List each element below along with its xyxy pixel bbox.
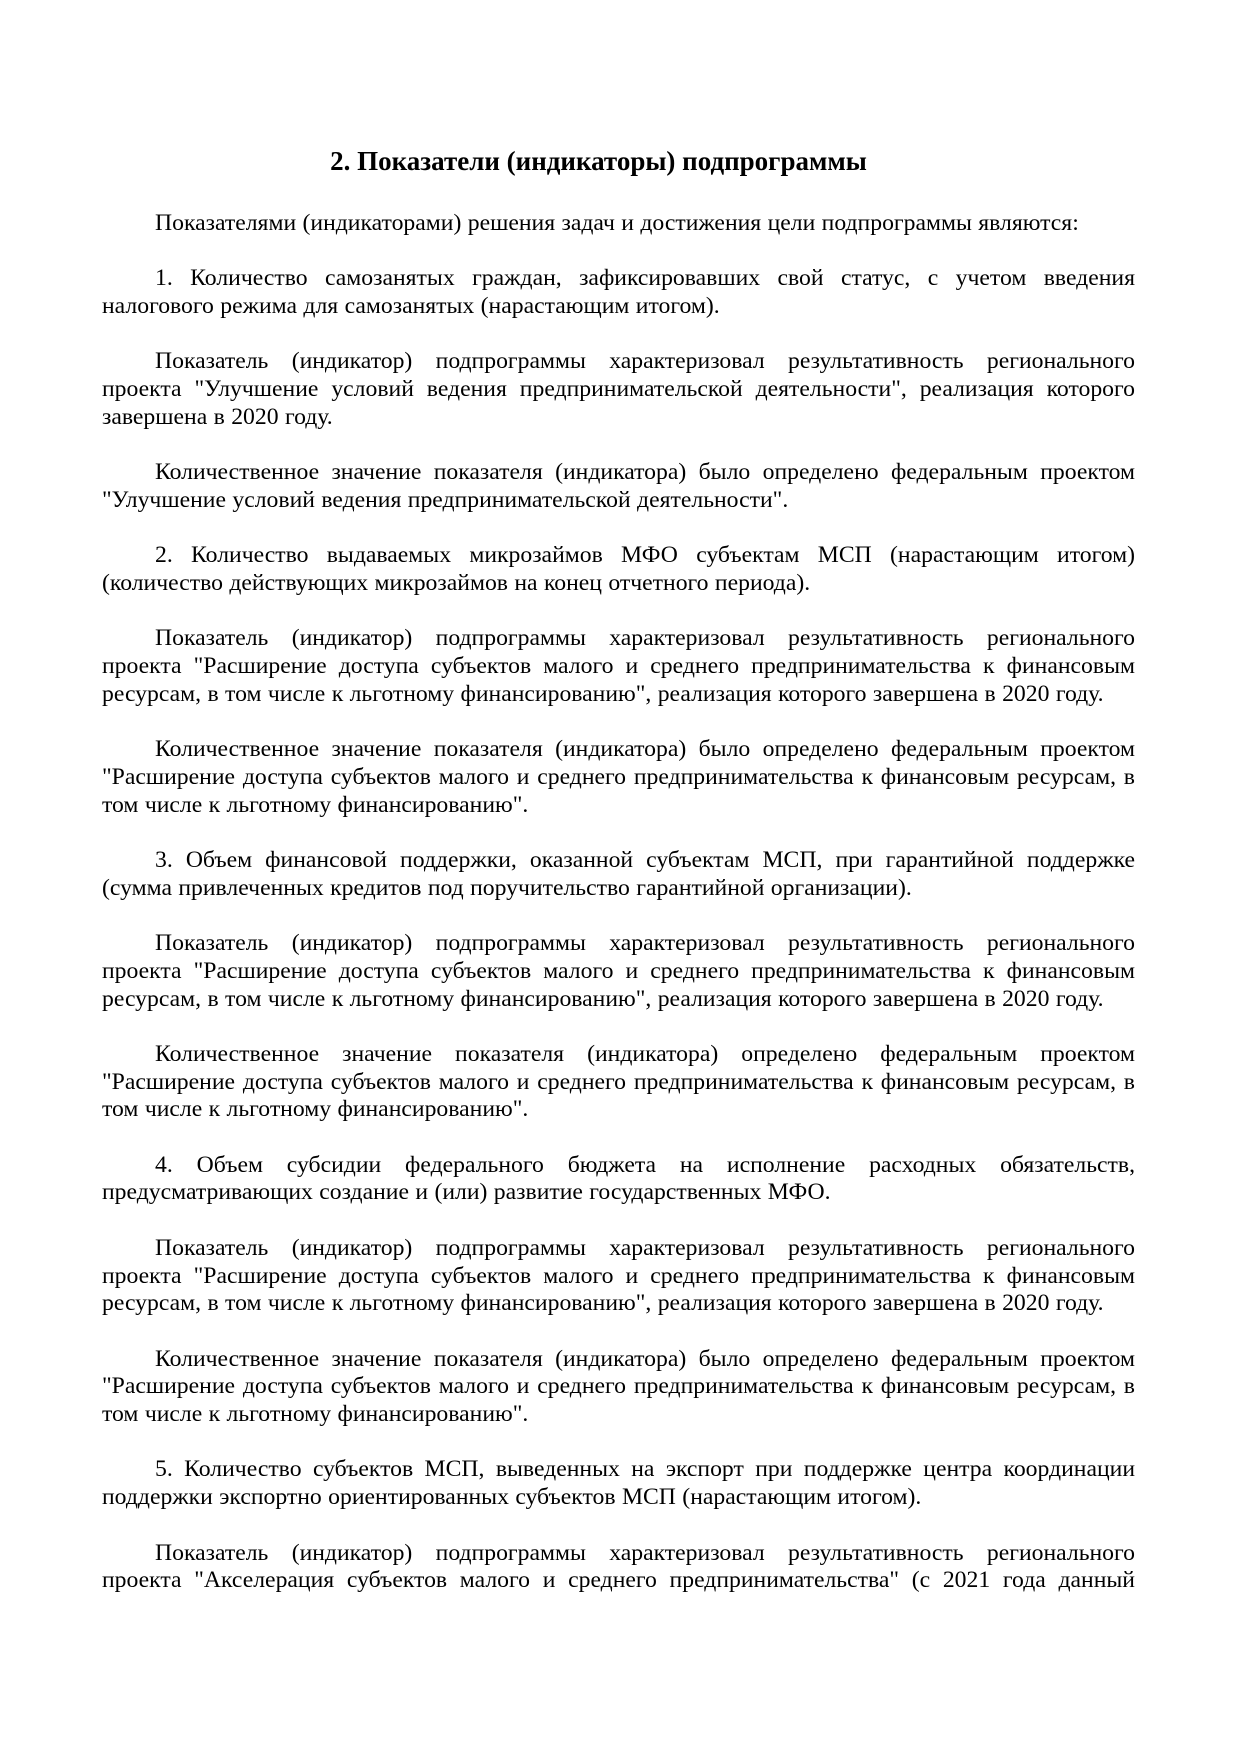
indicator-1-project-paragraph: Показатель (индикатор) подпрограммы характеризовал результативность регионального проекта "Улучшение условий ведения предпринимательской деятельности", реализация которого завершена в 2020 году. [102, 348, 1135, 430]
indicator-1-paragraph: 1. Количество самозанятых граждан, зафиксировавших свой статус, с учетом введения налогового режима для самозанятых (нарастающим итогом). [102, 265, 1135, 320]
indicator-3-value-paragraph: Количественное значение показателя (индикатора) определено федеральным проектом "Расширение доступа субъектов малого и среднего предпринимательства к финансовым ресурсам, в том числе к льготному финансированию". [102, 1040, 1135, 1123]
indicator-1-value-paragraph: Количественное значение показателя (индикатора) было определено федеральным проектом "Улучшение условий ведения предпринимательской деятельности". [102, 459, 1135, 513]
indicator-3-project-paragraph: Показатель (индикатор) подпрограммы характеризовал результативность регионального проекта "Расширение доступа субъектов малого и среднего предпринимательства к финансовым ресурсам, в том числе к льготному финансированию", реализация которого завершена в 2020 году. [102, 930, 1135, 1012]
indicator-4-paragraph: 4. Объем субсидии федерального бюджета на исполнение расходных обязательств, предусматривающих создание и (или) развитие государственных МФО. [102, 1151, 1135, 1206]
indicator-2-project-paragraph: Показатель (индикатор) подпрограммы характеризовал результативность регионального проекта "Расширение доступа субъектов малого и среднего предпринимательства к финансовым ресурсам, в том числе к льготному финансированию", реализация которого завершена в 2020 году. [102, 625, 1135, 707]
indicator-4-value-paragraph: Количественное значение показателя (индикатора) было определено федеральным проектом "Расширение доступа субъектов малого и среднего предпринимательства к финансовым ресурсам, в том числе к льготному финансированию". [102, 1345, 1135, 1428]
indicator-2-value-paragraph: Количественное значение показателя (индикатора) было определено федеральным проектом "Расширение доступа субъектов малого и среднего предпринимательства к финансовым ресурсам, в том числе к льготному финансированию". [102, 736, 1135, 818]
indicator-2-paragraph: 2. Количество выдаваемых микрозаймов МФО субъектам МСП (нарастающим итогом) (количество действующих микрозаймов на конец отчетного периода). [102, 542, 1135, 597]
indicator-5-project-paragraph-cutoff: Показатель (индикатор) подпрограммы характеризовал результативность регионального проекта "Акселерация субъектов малого и среднего предпринимательства" (с 2021 года данный [102, 1539, 1135, 1594]
intro-paragraph: Показателями (индикаторами) решения задач и достижения цели подпрограммы являются: [155, 210, 1079, 236]
indicator-3-paragraph: 3. Объем финансовой поддержки, оказанной субъектам МСП, при гарантийной поддержке (сумма привлеченных кредитов под поручительство гарантийной организации). [102, 847, 1135, 901]
indicator-4-project-paragraph: Показатель (индикатор) подпрограммы характеризовал результативность регионального проекта "Расширение доступа субъектов малого и среднего предпринимательства к финансовым ресурсам, в том числе к льготному финансированию", реализация которого завершена в 2020 году. [102, 1234, 1135, 1317]
section-title: 2. Показатели (индикаторы) подпрограммы [330, 146, 867, 176]
indicator-5-paragraph: 5. Количество субъектов МСП, выведенных на экспорт при поддержке центра координации поддержки экспортно ориентированных субъектов МСП (нарастающим итогом). [102, 1456, 1135, 1511]
